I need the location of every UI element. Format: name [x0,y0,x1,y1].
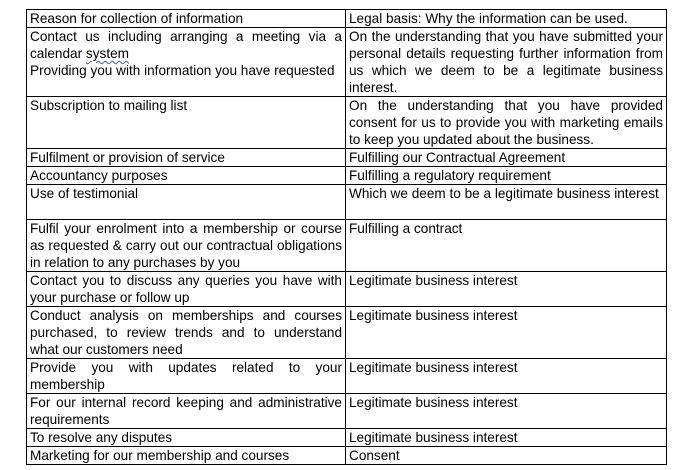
reason-cell: To resolve any disputes [27,429,346,447]
basis-cell: Legitimate business interest [346,272,667,307]
reason-cell [27,28,346,97]
basis-cell: Legitimate business interest [346,359,667,394]
header-reason: Reason for collection of information [27,10,346,28]
reason-text: Contact us including arranging a meeting via a calendar [30,29,342,61]
table-row [27,149,667,167]
basis-cell: Legitimate business interest [346,307,667,359]
spelling-flagged-word: system [85,46,129,61]
table-row [27,359,667,394]
reason-cell: Accountancy purposes [27,167,346,185]
basis-cell: Which we deem to be a legitimate business interest [346,185,667,220]
reason-line-calendar [30,28,342,62]
reason-cell: For our internal record keeping and administrative requirements [27,394,346,429]
table-row [27,185,667,220]
header-legal-basis: Legal basis: Why the information can be used. [346,10,667,28]
reason-cell: Use of testimonial [27,185,346,220]
reason-cell: Conduct analysis on memberships and courses purchased, to review trends and to understand what our customers need [27,307,346,359]
table-row [27,447,667,465]
basis-cell: Consent [346,447,667,465]
reason-cell: Provide you with updates related to your membership [27,359,346,394]
table-row [27,97,667,149]
basis-cell: Fulfilling a contract [346,220,667,272]
reason-cell: Contact you to discuss any queries you have with your purchase or follow up [27,272,346,307]
table-header-row [27,10,667,28]
reason-cell: Fulfil your enrolment into a membership or course as requested & carry out our contractual obligations in relation to any purchases by you [27,220,346,272]
reason-cell: Fulfilment or provision of service [27,149,346,167]
reason-cell: Subscription to mailing list [27,97,346,149]
basis-cell: Legitimate business interest [346,429,667,447]
basis-cell: On the understanding that you have submitted your personal details requesting further information from us which we deem to be a legitimate business interest. [346,28,667,97]
basis-cell: Fulfilling our Contractual Agreement [346,149,667,167]
basis-cell: Fulfilling a regulatory requirement [346,167,667,185]
reason-cell: Marketing for our membership and courses [27,447,346,465]
table-row [27,167,667,185]
table-row [27,394,667,429]
table-row [27,220,667,272]
table-row [27,429,667,447]
table-row [27,28,667,97]
reason-line-information: Providing you with information you have requested [30,63,335,78]
table-row [27,272,667,307]
table-row [27,307,667,359]
basis-cell: Legitimate business interest [346,394,667,429]
legal-basis-table [26,9,667,465]
basis-cell: On the understanding that you have provided consent for us to provide you with marketing emails to keep you updated about the business. [346,97,667,149]
